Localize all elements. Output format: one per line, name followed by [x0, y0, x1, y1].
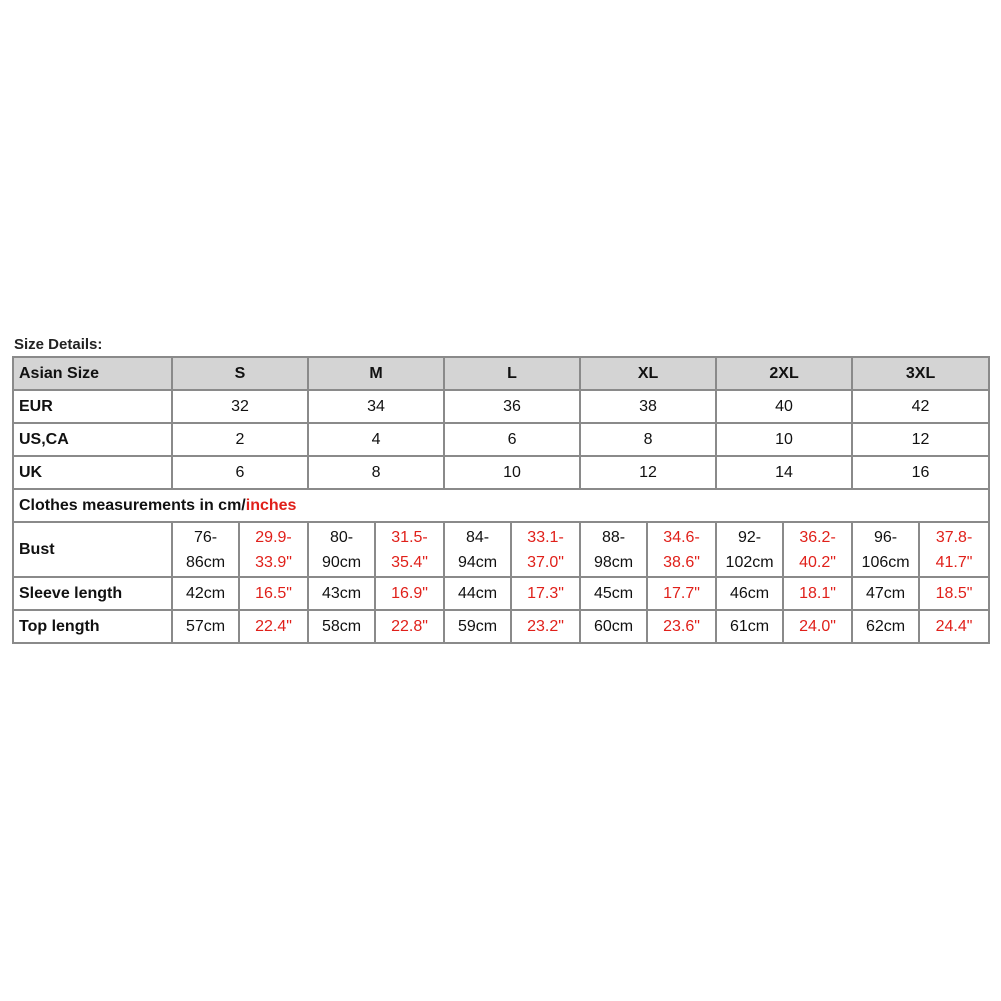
cm-cell: 61cm: [716, 610, 783, 643]
sleeve-length-row: [13, 577, 989, 610]
table-cell: 6: [172, 456, 308, 489]
inch-cell: [783, 522, 852, 577]
cm-cell: 62cm: [852, 610, 919, 643]
cm-cell: [580, 522, 647, 577]
size-header: 2XL: [716, 357, 852, 390]
inch-line: 37.0": [527, 553, 564, 571]
table-row: [13, 456, 989, 489]
row-label: Bust: [13, 522, 172, 577]
inch-line: 38.6": [663, 553, 700, 571]
cm-cell: [444, 522, 511, 577]
size-chart-table: [12, 356, 990, 644]
inch-line: 37.8-: [935, 528, 973, 546]
inch-line: 29.9-: [255, 528, 292, 546]
inch-cell: 16.9": [375, 577, 444, 610]
inch-cell: 18.5": [919, 577, 989, 610]
table-cell: 10: [716, 423, 852, 456]
row-label: EUR: [13, 390, 172, 423]
inch-line: 33.9": [255, 553, 292, 571]
cm-line: 106cm: [861, 553, 910, 571]
inch-cell: 22.4": [239, 610, 308, 643]
row-label: US,CA: [13, 423, 172, 456]
inch-line: 35.4": [391, 553, 428, 571]
inch-cell: 17.3": [511, 577, 580, 610]
cm-cell: 60cm: [580, 610, 647, 643]
cm-line: 76-: [193, 528, 218, 546]
inch-cell: 24.0": [783, 610, 852, 643]
header-row: [13, 357, 989, 390]
size-header: L: [444, 357, 580, 390]
inch-cell: 24.4": [919, 610, 989, 643]
cm-line: 102cm: [725, 553, 774, 571]
cm-line: 80-: [329, 528, 354, 546]
cm-line: 88-: [601, 528, 626, 546]
table-cell: 6: [444, 423, 580, 456]
table-cell: 12: [580, 456, 716, 489]
row-label: Sleeve length: [13, 577, 172, 610]
row-label: UK: [13, 456, 172, 489]
inch-cell: 22.8": [375, 610, 444, 643]
inch-line: 34.6-: [663, 528, 700, 546]
cm-cell: 44cm: [444, 577, 511, 610]
size-header: XL: [580, 357, 716, 390]
table-cell: 38: [580, 390, 716, 423]
table-cell: 8: [308, 456, 444, 489]
table-cell: 36: [444, 390, 580, 423]
cm-line: 96-: [873, 528, 898, 546]
measurement-note-row: [13, 489, 989, 522]
inch-line: 31.5-: [391, 528, 428, 546]
cm-cell: [716, 522, 783, 577]
cm-line: 98cm: [593, 553, 634, 571]
table-cell: 4: [308, 423, 444, 456]
inch-line: 40.2": [799, 553, 836, 571]
cm-cell: 59cm: [444, 610, 511, 643]
inch-cell: [375, 522, 444, 577]
inch-line: 33.1-: [527, 528, 564, 546]
inch-cell: 17.7": [647, 577, 716, 610]
table-cell: 10: [444, 456, 580, 489]
size-header: 3XL: [852, 357, 989, 390]
table-row: [13, 423, 989, 456]
cm-line: 90cm: [321, 553, 362, 571]
cm-cell: 58cm: [308, 610, 375, 643]
inch-cell: 16.5": [239, 577, 308, 610]
cm-line: 84-: [465, 528, 490, 546]
note-inches-highlight: inches: [245, 496, 297, 514]
table-cell: 12: [852, 423, 989, 456]
table-cell: 14: [716, 456, 852, 489]
table-cell: 8: [580, 423, 716, 456]
table-cell: 32: [172, 390, 308, 423]
table-cell: 2: [172, 423, 308, 456]
cm-line: 86cm: [185, 553, 226, 571]
table-cell: 42: [852, 390, 989, 423]
cm-line: 94cm: [457, 553, 498, 571]
measurement-note: [13, 489, 989, 522]
cm-line: 92-: [737, 528, 762, 546]
cm-cell: [308, 522, 375, 577]
bust-row: [13, 522, 989, 577]
size-details-caption: Size Details:: [14, 336, 103, 353]
row-label: Asian Size: [13, 357, 172, 390]
inch-line: 36.2-: [799, 528, 836, 546]
cm-cell: 47cm: [852, 577, 919, 610]
note-prefix: Clothes measurements in cm/: [19, 496, 246, 514]
row-label: Top length: [13, 610, 172, 643]
inch-cell: 23.6": [647, 610, 716, 643]
top-length-row: [13, 610, 989, 643]
cm-cell: 57cm: [172, 610, 239, 643]
inch-cell: [511, 522, 580, 577]
cm-cell: 46cm: [716, 577, 783, 610]
size-header: S: [172, 357, 308, 390]
size-header: M: [308, 357, 444, 390]
inch-cell: 18.1": [783, 577, 852, 610]
cm-cell: 42cm: [172, 577, 239, 610]
cm-cell: [852, 522, 919, 577]
inch-cell: [919, 522, 989, 577]
inch-line: 41.7": [935, 553, 973, 571]
table-cell: 34: [308, 390, 444, 423]
cm-cell: 45cm: [580, 577, 647, 610]
inch-cell: [647, 522, 716, 577]
table-cell: 40: [716, 390, 852, 423]
inch-cell: [239, 522, 308, 577]
cm-cell: 43cm: [308, 577, 375, 610]
table-row: [13, 390, 989, 423]
cm-cell: [172, 522, 239, 577]
inch-cell: 23.2": [511, 610, 580, 643]
table-cell: 16: [852, 456, 989, 489]
